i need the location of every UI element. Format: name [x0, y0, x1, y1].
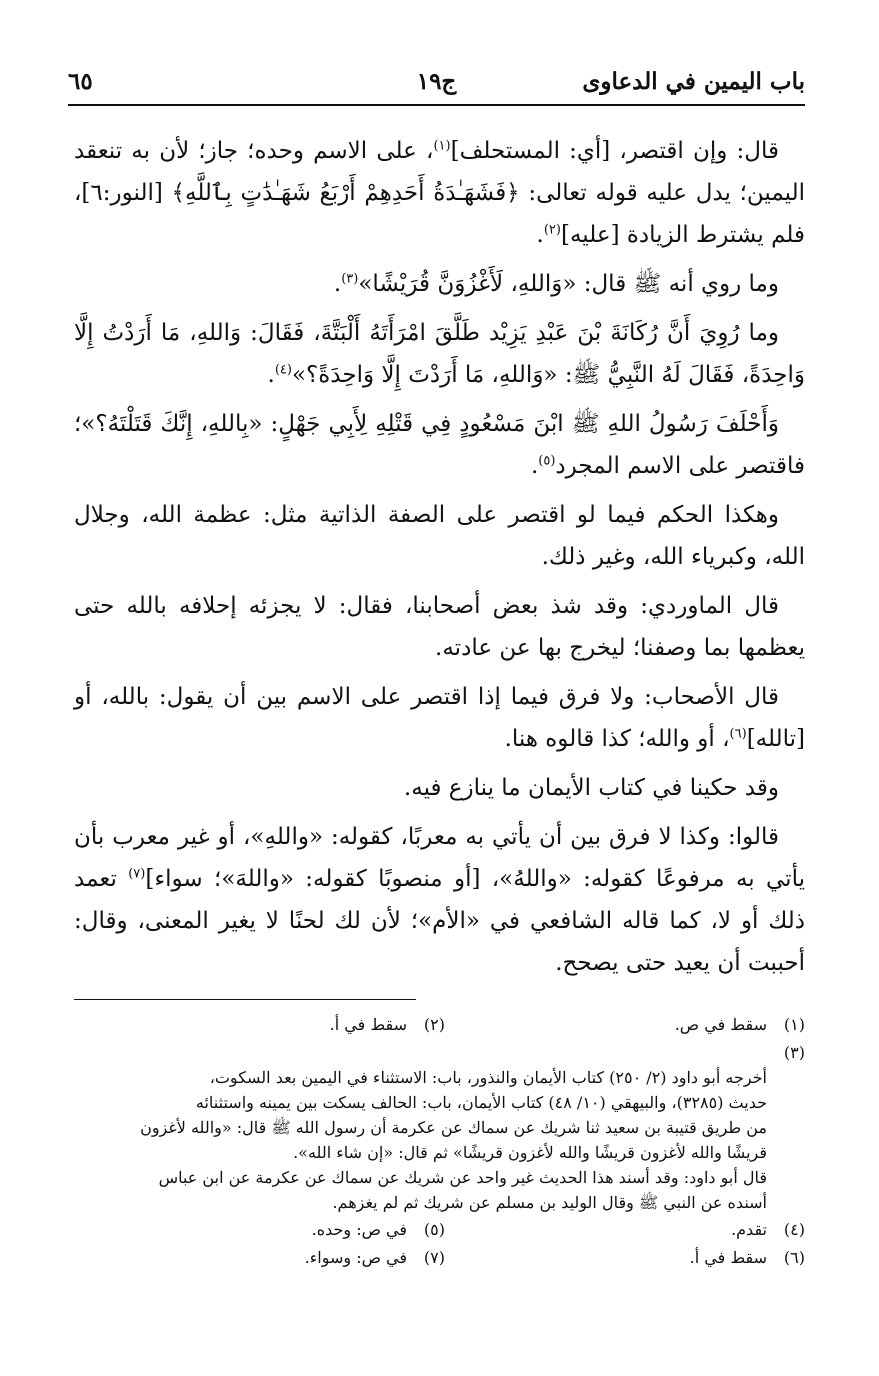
- footnote-ref: (٤): [274, 362, 292, 378]
- paragraph: قال: وإن اقتصر، [أي: المستحلف]$^{(١)}$، على الاسم وحده؛ جاز؛ لأن به تنعقد اليمين؛ يدل عليه قوله تعالى: ﴿فَشَهَـٰدَةُ أَحَدِهِمْ أَرْبَعُ شَهَـٰدَٰتٍ بِٱللَّهِ﴾ [النور:٦]، فلم يشترط الزيادة [عليه]$^{(٢)}$.: [74, 138, 805, 248]
- footnote-row: [74, 1012, 805, 1037]
- volume-number: ج١٩: [416, 68, 457, 95]
- footnote-ref: (٦): [729, 726, 747, 742]
- page-number: ٦٥: [68, 68, 93, 95]
- paragraph: وهكذا الحكم فيما لو اقتصر على الصفة الذاتية مثل: عظمة الله، وجلال الله، وكبرياء الله، وغير ذلك.: [74, 502, 805, 570]
- footnotes: [74, 1012, 805, 1273]
- footnote: (٥)في ص: وحده.: [311, 1220, 445, 1239]
- footnote: (٦)سقط في أ.: [689, 1248, 805, 1267]
- paragraph: وَأَحْلَفَ رَسُولُ اللهِ ﷺ ابْنَ مَسْعُودٍ فِي قَتْلِهِ لِأَبِي جَهْلٍ: «بِاللهِ، إِنَّكَ قَتَلْتَهُ؟»؛ فاقتصر على الاسم المجرد$^{(٥)}$.: [74, 411, 805, 479]
- paragraph: قال الأصحاب: ولا فرق فيما إذا اقتصر على الاسم بين أن يقول: بالله، أو [تالله]$^{(٦)}$، أو والله؛ كذا قالوه هنا.: [74, 684, 805, 752]
- footnote-ref: (٧): [128, 866, 146, 882]
- paragraph: وما رُوِيَ أَنَّ رُكَانَةَ بْنَ عَبْدِ يَزِيْد طَلَّقَ امْرَأَتَهُ أَلْبَتَّةَ، فَقَالَ: وَاللهِ، مَا أَرَدْتُ إِلَّا وَاحِدَةً، فَقَالَ لَهُ النَّبِيُّ ﷺ: «وَاللهِ، مَا أَرَدْتَ إِلَّا وَاحِدَةً؟»$^{(٤)}$.: [74, 320, 805, 388]
- paragraph: وما روي أنه ﷺ قال: «وَاللهِ، لَأَغْزُوَنَّ قُرَيْشًا»$^{(٣)}$.: [333, 271, 779, 297]
- paragraph: قالوا: وكذا لا فرق بين أن يأتي به معربًا، كقوله: «واللهِ»، أو غير معرب بأن يأتي به مرفوعًا كقوله: «واللهُ»، [أو منصوبًا كقوله: «واللهَ»؛ سواء]$^{(٧)}$ تعمد ذلك أو لا، كما قاله الشافعي في «الأم»؛ لأن لك لحنًا لا يغير المعنى، وقال: أحببت أن يعيد حتى يصحح.: [74, 824, 805, 976]
- chapter-title: باب اليمين في الدعاوى: [582, 68, 805, 95]
- footnote-separator: [74, 999, 416, 1000]
- footnote-ref: (١): [433, 138, 451, 154]
- footnote: (١)سقط في ص.: [674, 1015, 805, 1034]
- footnote: (٢)سقط في أ.: [329, 1015, 445, 1034]
- footnote-ref: (٢): [543, 222, 561, 238]
- footnote: (٤)تقدم.: [731, 1220, 805, 1239]
- footnote-ref: (٣): [341, 271, 359, 287]
- footnote-row: [74, 1245, 805, 1270]
- footnote-3: (٣) أخرجه أبو داود (٢/ ٢٥٠) كتاب الأيمان والنذور، باب: الاستثناء في اليمين بعد السكوت، حديث (٣٢٨٥)، والبيهقي (١٠/ ٤٨) كتاب الأيمان، باب: الحالف يسكت بين يمينه واستثنائه من طريق قتيبة بن سعيد ثنا شريك عن سماك عن عكرمة أن رسول الله ﷺ قال: «والله لأغزون قريشًا والله لأغزون قريشًا والله لأغزون قريشًا» ثم قال: «إن شاء الله». قال أبو داود: وقد أسند هذا الحديث غير واحد عن شريك عن سماك عن عكرمة عن ابن عباس أسنده عن النبي ﷺ وقال الوليد بن مسلم عن شريك ثم لم يغزهم.: [140, 1043, 805, 1212]
- paragraph: وقد حكينا في كتاب الأيمان ما ينازع فيه.: [403, 775, 779, 801]
- footnote: (٧)في ص: وسواء.: [304, 1248, 445, 1267]
- footnote-ref: (٥): [538, 453, 556, 469]
- running-header: [68, 62, 805, 106]
- header-rule: [68, 104, 805, 106]
- main-text: [74, 130, 805, 991]
- footnote-row: [74, 1217, 805, 1242]
- paragraph: قال الماوردي: وقد شذ بعض أصحابنا، فقال: لا يجزئه إحلافه بالله حتى يعظمها بما وصفنا؛ ليخرج بها عن عادته.: [74, 593, 805, 661]
